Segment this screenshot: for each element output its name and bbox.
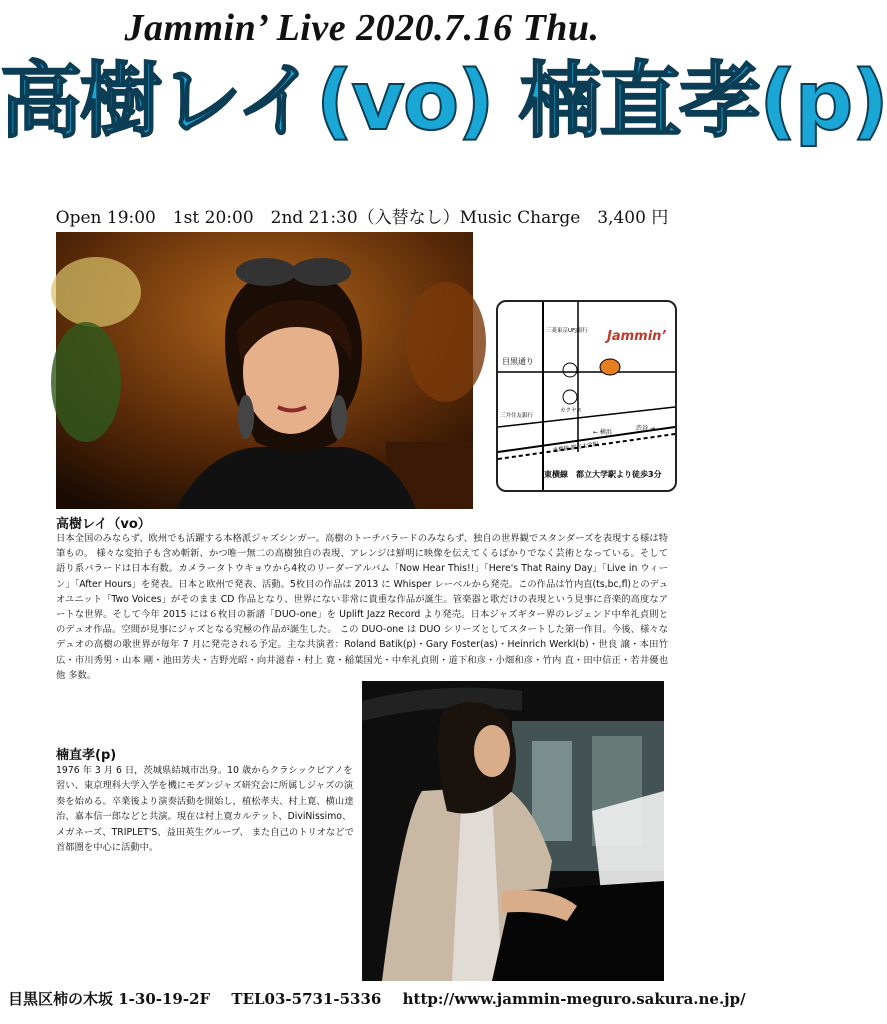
footer-address: 目黒区柿の木坂 1-30-19-2F [8,990,211,1008]
map-shop-name: Jammin’ [607,329,667,344]
map-direction-shibuya: 渋谷 → [636,425,655,432]
map-bank-2: 三井住友銀行 [500,413,534,419]
schedule-line: Open 19:00 1st 20:00 2nd 21:30（入替なし）Music Charge 3,400 円 [55,208,669,228]
pianist-bio: 1976 年 3 月 6 日，茨城県結城市出身。10 歳からクラシックピアノを習い、東京理科大学入学を機にモダンジャズ研究会に所属しジャズの演奏を始める。卒業後より演奏活動を開始し，植松孝夫、村上寛、横山達治、嘉本信一郎などと共演。現在は村上寛カルテット、DiviNissimo、メガネーズ、TRIPLET'S、益田英生グループ、 また自己のトリオなどで首都圏を中心に活動中。 [56,765,354,854]
vocalist-photo [56,232,473,509]
map-direction-yokohama: ← 横浜 [593,429,612,436]
map-street-label: 目黒通り [502,357,534,366]
footer-url-link[interactable]: http://www.jammin-meguro.sakura.ne.jp/ [402,990,746,1008]
pianist-name: 楠直孝(p) [56,748,117,763]
event-title: Jammin’ Live 2020.7.16 Thu. [124,7,600,49]
pianist-photo [362,681,664,981]
access-map [496,300,677,492]
footer-tel: TEL03-5731-5336 [231,990,382,1008]
map-kakuyasu: カクヤス [560,408,582,414]
footer-contact [0,988,746,1009]
artist-names: 高樹レイ(vo) 楠直孝(p) [0,54,887,149]
vocalist-name: 高樹レイ（vo） [56,517,151,532]
map-access-note: 東横線 都立大学駅より徒歩3分 [544,470,662,479]
map-station-label: 東横線 都立大学駅 [552,441,599,454]
map-bank-1: 三菱東京UFJ銀行 [546,328,588,334]
vocalist-bio: 日本全国のみならず、欧州でも活躍する本格派ジャズシンガー。高樹のトーチバラードのみならず、独自の世界観でスタンダーズを表現する様は特筆もの。 様々な変拍子も含め斬新、かつ唯一無二の高樹独自の表現、アレンジは鮮明に映像を伝えてくるばかりでなく芸術となっている。そして語り系バラードは日本有数。カメラータトウキョウから4枚のリーダーアルバム「Now Hear This!!」「Here's That Rainy Day」「Live in ウィーン」「After Hours」を発表。日本と欧州で発表、活動。5枚目の作品は 2013 に Whisper レーベルから発売。この作品は竹内直(ts,bc,fl)とのデュオユニット「Two Voices」がそのまま CD 作品となり、世界にない非常に貴重な作品が誕生。管楽器と歌だけの表現という見事に音楽的高度なアートな世界。そして今年 2015 には６枚目の新譜「DUO-one」を Uplift Jazz Record より発売。日本ジャズギター界のレジェンド中牟礼貞則とのデュオ作品。空間が見事にジャズとなる究極の作品が誕生した。 この DUO-one は DUO シリーズとしてスタートした第一作目。今後、様々なデュオの高樹の歌世界が毎年 7 月に発売される予定。主な共演者：Roland Batik(p)・Gary Foster(as)・Heinrich Werkl(b)・世良 譲・本田竹広・市川秀男・山本 剛・池田芳夫・吉野光昭・向井滋春・村上 寛・稲葉国光・中牟礼貞則・道下和彦・小畑和彦・竹内 直・田中信正・若井優也 他 多数。 [56,533,668,681]
